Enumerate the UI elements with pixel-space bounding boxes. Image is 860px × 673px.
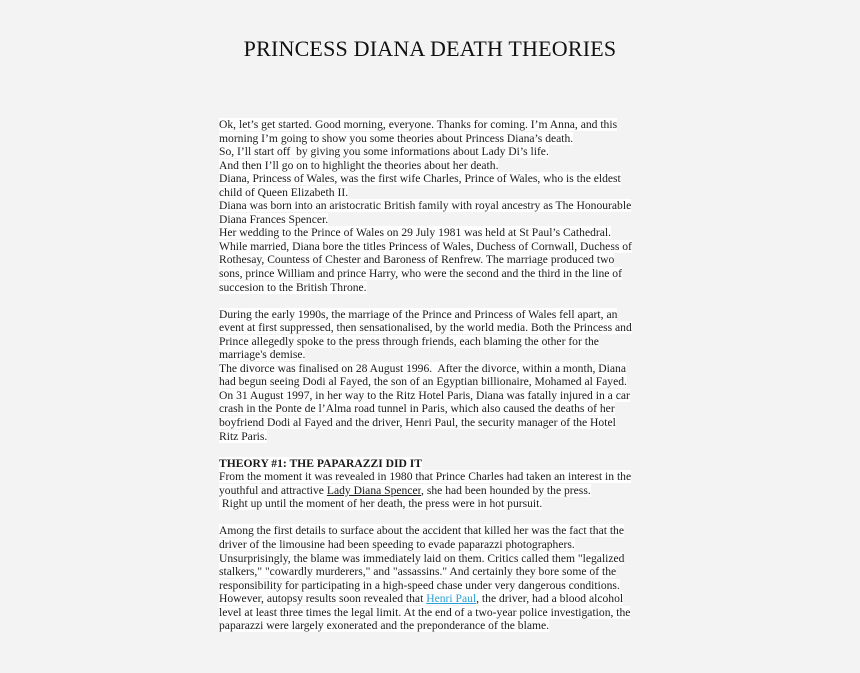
text-line [219,294,649,308]
text-line [219,335,649,349]
line-text: Diana was born into an aristocratic British family with royal ancestry as The Honourable [219,199,632,213]
text-line [219,240,649,254]
line-text: event at first suppressed, then sensationalised, by the world media. Both the Princess and [219,321,632,335]
line-text: , the driver, had a blood alcohol [476,592,624,606]
text-line [219,172,649,186]
line-text: However, autopsy results soon revealed that [219,592,427,606]
text-line [219,484,649,498]
document-body [219,118,649,633]
text-line [219,592,649,606]
section-heading [219,457,649,471]
line-text: Among the first details to surface about the accident that killed her was the fact that the [219,524,624,538]
text-line [219,118,649,132]
line-text: Rothesay, Countess of Chester and Baroness of Renfrew. The marriage produced two [219,253,615,267]
text-line [219,362,649,376]
text-line [219,402,649,416]
line-text: And then I’ll go on to highlight the theories about her death. [219,158,499,172]
text-line [219,213,649,227]
line-text: Right up until the moment of her death, the press were in hot pursuit. [219,497,543,511]
text-line [219,375,649,389]
text-line [219,416,649,430]
text-line [219,470,649,484]
text-line [219,579,649,593]
line-text: THEORY #1: THE PAPARAZZI DID IT [219,456,423,470]
line-text: Diana Frances Spencer. [219,212,329,226]
line-text: child of Queen Elizabeth II. [219,185,349,199]
line-text: While married, Diana bore the titles Princess of Wales, Duchess of Cornwall, Duchess of [219,239,632,253]
text-line [219,132,649,146]
text-line [219,186,649,200]
text-line [219,524,649,538]
text-line [219,226,649,240]
hyperlink-lady-diana-spencer[interactable]: Lady Diana Spencer [326,483,422,497]
line-text: Prince allegedly spoke to the press through friends, each blaming the other for the [219,334,599,348]
text-line [219,253,649,267]
text-line [219,348,649,362]
line-text: Ok, let’s get started. Good morning, everyone. Thanks for coming. I’m Anna, and this [219,118,618,131]
line-text: responsibility for participating in a high-speed chase under very dangerous conditions. [219,578,620,592]
text-line [219,281,649,295]
hyperlink-henri-paul[interactable]: Henri Paul [426,592,477,606]
text-line [219,321,649,335]
text-line [219,308,649,322]
line-text: driver of the limousine had been speeding to evade paparazzi photographers. [219,537,575,551]
text-line [219,443,649,457]
line-text: stalkers," "cowardly murderers," and "assassins." And certainly they bore some of the [219,565,617,579]
text-line [219,511,649,525]
text-line [219,606,649,620]
line-text: morning I’m going to show you some theories about Princess Diana’s death. [219,131,574,145]
line-text: From the moment it was revealed in 1980 that Prince Charles had taken an interest in the [219,470,632,484]
text-line [219,199,649,213]
line-text: had begun seeing Dodi al Fayed, the son of an Egyptian billionaire, Mohamed al Fayed. [219,375,627,389]
line-text: Diana, Princess of Wales, was the first wife Charles, Prince of Wales, who is the eldest [219,172,621,186]
line-text: So, I’ll start off by giving you some informations about Lady Di’s life. [219,145,549,159]
text-line [219,565,649,579]
line-text: Unsurprisingly, the blame was immediately laid on them. Critics called them "legalized [219,551,625,565]
line-text: Her wedding to the Prince of Wales on 29 July 1981 was held at St Paul’s Cathedral. [219,226,612,240]
line-text: level at least three times the legal limit. At the end of a two-year police investigation, the [219,605,631,619]
line-text: , she had been hounded by the press. [421,483,591,497]
line-text: During the early 1990s, the marriage of the Prince and Princess of Wales fell apart, an [219,307,618,321]
line-text: succesion to the British Throne. [219,280,367,294]
line-text: marriage's demise. [219,348,306,362]
line-text: youthful and attractive [219,483,327,497]
text-line [219,430,649,444]
text-line [219,619,649,633]
text-line [219,159,649,173]
text-line [219,389,649,403]
text-line [219,552,649,566]
line-text: On 31 August 1997, in her way to the Ritz Hotel Paris, Diana was fatally injured in a car [219,388,630,402]
line-text: sons, prince William and prince Harry, who were the second and the third in the line of [219,267,622,281]
text-line [219,267,649,281]
page-title: PRINCESS DIANA DEATH THEORIES [243,36,617,61]
line-text: boyfriend Dodi al Fayed and the driver, Henri Paul, the security manager of the Hotel [219,416,616,430]
line-text: paparazzi were largely exonerated and the preponderance of the blame. [219,619,550,633]
line-text: crash in the Ponte de l’Alma road tunnel in Paris, which also caused the deaths of her [219,402,615,416]
text-line [219,145,649,159]
line-text: Ritz Paris. [219,429,268,443]
text-line [219,538,649,552]
text-line [219,497,649,511]
line-text: The divorce was finalised on 28 August 1996. After the divorce, within a month, Diana [219,361,626,375]
